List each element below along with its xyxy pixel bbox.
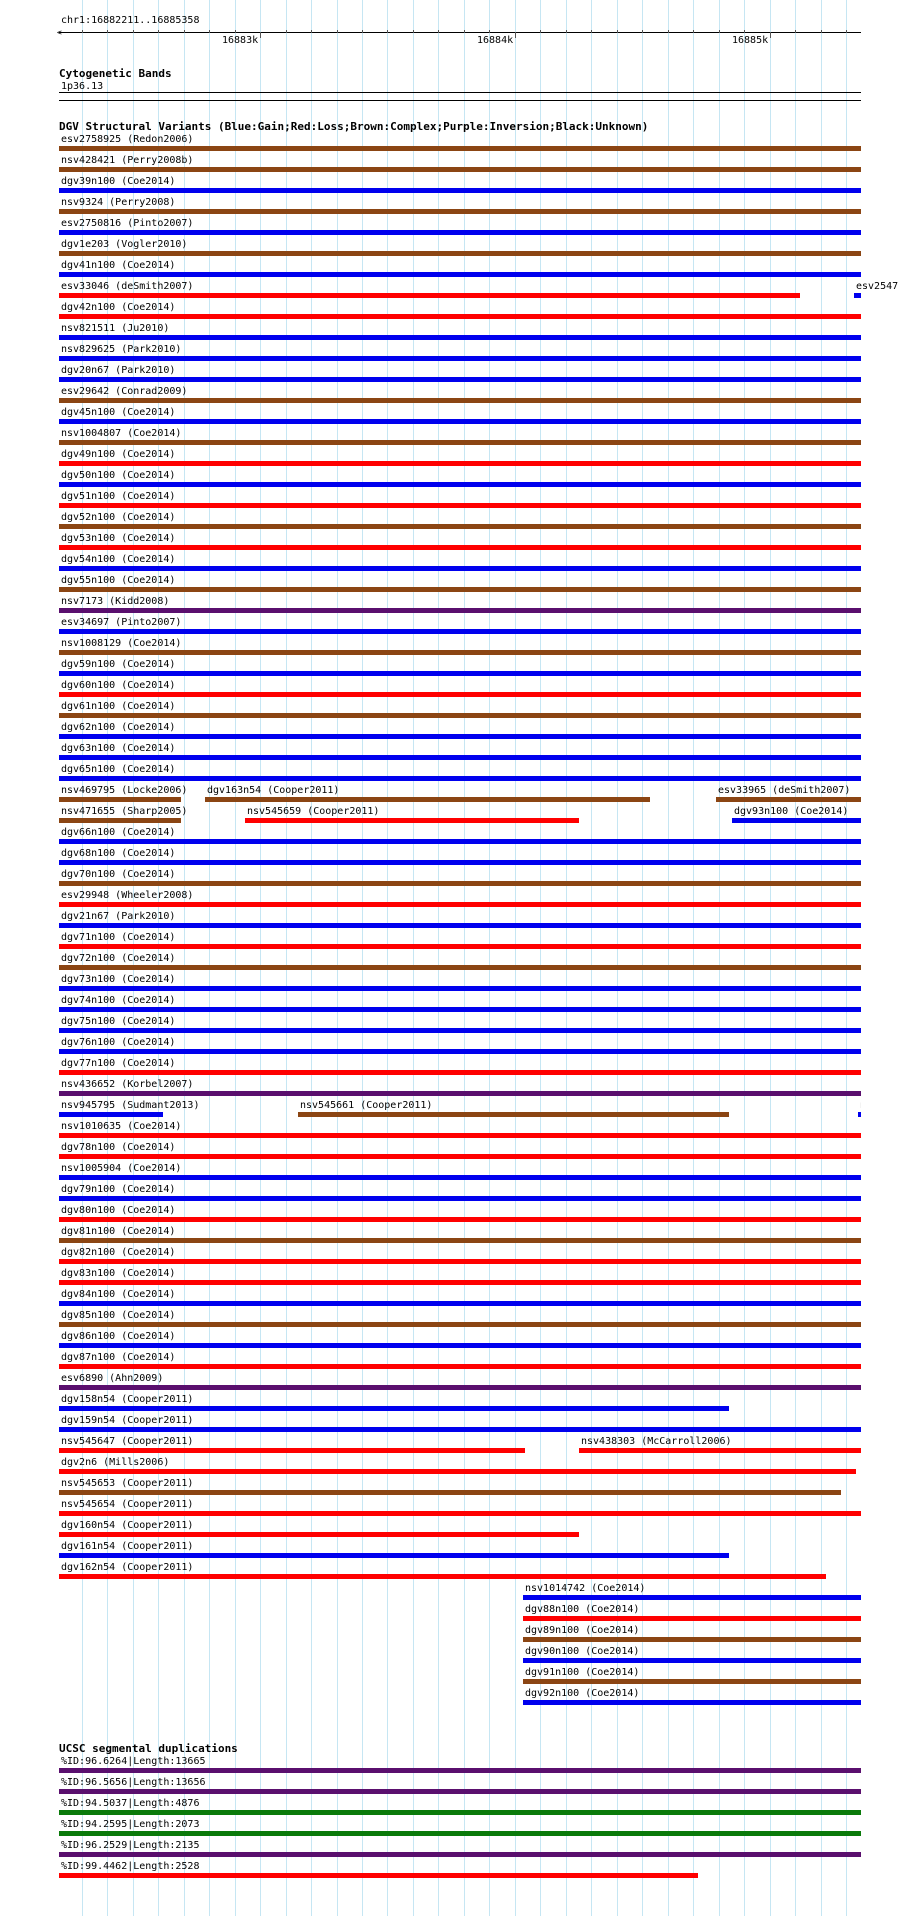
- feature-bar[interactable]: [59, 986, 861, 991]
- feature-label[interactable]: dgv76n100 (Coe2014): [61, 1037, 176, 1048]
- feature-label[interactable]: [860, 1100, 861, 1111]
- ruler-minor-tick: [311, 30, 312, 33]
- feature-label[interactable]: nsv1004807 (Coe2014): [61, 428, 182, 439]
- ruler-minor-tick: [591, 30, 592, 33]
- feature-bar[interactable]: [59, 1028, 861, 1033]
- feature-label[interactable]: dgv71n100 (Coe2014): [61, 932, 176, 943]
- ruler-minor-tick: [566, 30, 567, 33]
- feature-label[interactable]: nsv428421 (Perry2008b): [61, 155, 194, 166]
- track-divider: [59, 100, 861, 101]
- feature-bar[interactable]: [59, 1259, 861, 1264]
- feature-label[interactable]: nsv545647 (Cooper2011): [61, 1436, 194, 1447]
- ruler-minor-tick: [668, 30, 669, 33]
- feature-bar[interactable]: [59, 230, 861, 235]
- feature-bar[interactable]: [854, 293, 861, 298]
- grid-line: [413, 0, 414, 1916]
- ruler-minor-tick: [184, 30, 185, 33]
- feature-label[interactable]: esv33046 (deSmith2007): [61, 281, 194, 292]
- location-label: chr1:16882211..16885358: [61, 15, 200, 26]
- feature-label[interactable]: nsv1005904 (Coe2014): [61, 1163, 182, 1174]
- grid-line: [642, 0, 643, 1916]
- feature-bar[interactable]: [59, 1091, 861, 1096]
- feature-bar[interactable]: [59, 1301, 861, 1306]
- ruler-minor-tick: [413, 30, 414, 33]
- grid-line: [821, 0, 822, 1916]
- feature-label[interactable]: dgv70n100 (Coe2014): [61, 869, 176, 880]
- feature-label[interactable]: dgv89n100 (Coe2014): [525, 1625, 640, 1636]
- feature-bar[interactable]: [59, 1133, 861, 1138]
- feature-label[interactable]: esv2750816 (Pinto2007): [61, 218, 194, 229]
- feature-label[interactable]: nsv829625 (Park2010): [61, 344, 182, 355]
- feature-bar[interactable]: [59, 1768, 861, 1773]
- feature-bar[interactable]: [59, 650, 861, 655]
- feature-label[interactable]: dgv85n100 (Coe2014): [61, 1310, 176, 1321]
- feature-label[interactable]: %ID:96.6264|Length:13665: [61, 1756, 206, 1767]
- feature-label[interactable]: dgv91n100 (Coe2014): [525, 1667, 640, 1678]
- feature-bar[interactable]: [59, 923, 861, 928]
- feature-bar[interactable]: [59, 356, 861, 361]
- ruler-minor-tick: [795, 30, 796, 33]
- feature-label[interactable]: esv2547: [856, 281, 898, 292]
- feature-label[interactable]: dgv73n100 (Coe2014): [61, 974, 176, 985]
- feature-label[interactable]: dgv87n100 (Coe2014): [61, 1352, 176, 1363]
- feature-label[interactable]: esv2758925 (Redon2006): [61, 134, 194, 145]
- ruler-minor-tick: [107, 30, 108, 33]
- feature-label[interactable]: dgv74n100 (Coe2014): [61, 995, 176, 1006]
- feature-label[interactable]: nsv7173 (Kidd2008): [61, 596, 170, 607]
- cytoband-label: 1p36.13: [61, 81, 104, 92]
- feature-label[interactable]: dgv79n100 (Coe2014): [61, 1184, 176, 1195]
- grid-line: [693, 0, 694, 1916]
- feature-label[interactable]: nsv1010635 (Coe2014): [61, 1121, 182, 1132]
- feature-bar[interactable]: [59, 1810, 861, 1815]
- feature-label[interactable]: nsv545654 (Cooper2011): [61, 1499, 194, 1510]
- ruler-minor-tick: [846, 30, 847, 33]
- feature-bar[interactable]: [59, 1196, 861, 1201]
- grid-line: [770, 0, 771, 1916]
- feature-bar[interactable]: [59, 1469, 856, 1474]
- grid-line: [387, 0, 388, 1916]
- feature-bar[interactable]: [59, 524, 861, 529]
- feature-label[interactable]: nsv9324 (Perry2008): [61, 197, 176, 208]
- feature-label[interactable]: dgv159n54 (Cooper2011): [61, 1415, 194, 1426]
- feature-label[interactable]: dgv78n100 (Coe2014): [61, 1142, 176, 1153]
- feature-label[interactable]: dgv41n100 (Coe2014): [61, 260, 176, 271]
- feature-bar[interactable]: [59, 251, 861, 256]
- grid-line: [209, 0, 210, 1916]
- grid-line: [438, 0, 439, 1916]
- feature-bar[interactable]: [716, 797, 861, 802]
- ruler-minor-tick: [464, 30, 465, 33]
- grid-line: [235, 0, 236, 1916]
- feature-label[interactable]: dgv66n100 (Coe2014): [61, 827, 176, 838]
- feature-bar[interactable]: [59, 839, 861, 844]
- feature-label[interactable]: esv29642 (Conrad2009): [61, 386, 188, 397]
- feature-bar[interactable]: [59, 209, 861, 214]
- feature-label[interactable]: nsv545661 (Cooper2011): [300, 1100, 433, 1111]
- feature-label[interactable]: dgv72n100 (Coe2014): [61, 953, 176, 964]
- feature-label[interactable]: dgv160n54 (Cooper2011): [61, 1520, 194, 1531]
- feature-bar[interactable]: [59, 1049, 861, 1054]
- feature-label[interactable]: dgv62n100 (Coe2014): [61, 722, 176, 733]
- feature-bar[interactable]: [59, 1238, 861, 1243]
- feature-bar[interactable]: [59, 671, 861, 676]
- feature-label[interactable]: %ID:94.5037|Length:4876: [61, 1798, 200, 1809]
- feature-label[interactable]: dgv92n100 (Coe2014): [525, 1688, 640, 1699]
- feature-bar[interactable]: [59, 440, 861, 445]
- feature-label[interactable]: dgv93n100 (Coe2014): [734, 806, 849, 817]
- feature-bar[interactable]: [59, 461, 861, 466]
- ruler-minor-tick: [260, 32, 261, 38]
- feature-label[interactable]: nsv821511 (Ju2010): [61, 323, 170, 334]
- feature-bar[interactable]: [523, 1679, 861, 1684]
- feature-label[interactable]: dgv55n100 (Coe2014): [61, 575, 176, 586]
- grid-line: [744, 0, 745, 1916]
- feature-label[interactable]: nsv1008129 (Coe2014): [61, 638, 182, 649]
- feature-label[interactable]: dgv88n100 (Coe2014): [525, 1604, 640, 1615]
- grid-line: [337, 0, 338, 1916]
- feature-bar[interactable]: [59, 1574, 826, 1579]
- grid-line: [260, 0, 261, 1916]
- segdup-track-title: UCSC segmental duplications: [59, 1742, 238, 1755]
- ruler-minor-tick: [362, 30, 363, 33]
- feature-label[interactable]: dgv39n100 (Coe2014): [61, 176, 176, 187]
- feature-label[interactable]: dgv77n100 (Coe2014): [61, 1058, 176, 1069]
- feature-label[interactable]: nsv945795 (Sudmant2013): [61, 1100, 200, 1111]
- feature-bar[interactable]: [59, 1007, 861, 1012]
- feature-label[interactable]: dgv80n100 (Coe2014): [61, 1205, 176, 1216]
- feature-bar[interactable]: [59, 797, 181, 802]
- feature-bar[interactable]: [59, 293, 800, 298]
- feature-bar[interactable]: [59, 1343, 861, 1348]
- feature-bar[interactable]: [523, 1637, 861, 1642]
- feature-bar[interactable]: [59, 335, 861, 340]
- feature-label[interactable]: dgv45n100 (Coe2014): [61, 407, 176, 418]
- ruler-minor-tick: [617, 30, 618, 33]
- feature-label[interactable]: dgv2n6 (Mills2006): [61, 1457, 170, 1468]
- grid-line: [846, 0, 847, 1916]
- feature-label[interactable]: nsv436652 (Korbel2007): [61, 1079, 194, 1090]
- feature-bar[interactable]: [245, 818, 579, 823]
- feature-label[interactable]: %ID:94.2595|Length:2073: [61, 1819, 200, 1830]
- feature-label[interactable]: dgv50n100 (Coe2014): [61, 470, 176, 481]
- ruler-tick-label: 16885k: [732, 35, 769, 46]
- feature-bar[interactable]: [59, 818, 181, 823]
- feature-bar[interactable]: [59, 1852, 861, 1857]
- feature-bar[interactable]: [59, 629, 861, 634]
- ruler-tick-label: 16884k: [477, 35, 514, 46]
- feature-label[interactable]: dgv51n100 (Coe2014): [61, 491, 176, 502]
- feature-label[interactable]: nsv469795 (Locke2006): [61, 785, 188, 796]
- feature-label[interactable]: dgv161n54 (Cooper2011): [61, 1541, 194, 1552]
- feature-bar[interactable]: [59, 1789, 861, 1794]
- feature-bar[interactable]: [59, 1448, 525, 1453]
- ruler-left-arrow: <: [57, 28, 62, 37]
- feature-bar[interactable]: [732, 818, 861, 823]
- feature-bar[interactable]: [59, 1532, 579, 1537]
- feature-label[interactable]: esv34697 (Pinto2007): [61, 617, 182, 628]
- feature-bar[interactable]: [59, 881, 861, 886]
- feature-bar[interactable]: [59, 398, 861, 403]
- feature-bar[interactable]: [59, 1553, 729, 1558]
- feature-bar[interactable]: [59, 545, 861, 550]
- feature-label[interactable]: dgv82n100 (Coe2014): [61, 1247, 176, 1258]
- feature-bar[interactable]: [59, 377, 861, 382]
- feature-label[interactable]: dgv54n100 (Coe2014): [61, 554, 176, 565]
- feature-bar[interactable]: [523, 1595, 861, 1600]
- feature-bar[interactable]: [59, 944, 861, 949]
- feature-label[interactable]: %ID:96.2529|Length:2135: [61, 1840, 200, 1851]
- feature-label[interactable]: %ID:96.5656|Length:13656: [61, 1777, 206, 1788]
- feature-label[interactable]: dgv65n100 (Coe2014): [61, 764, 176, 775]
- feature-label[interactable]: dgv86n100 (Coe2014): [61, 1331, 176, 1342]
- feature-label[interactable]: esv29948 (Wheeler2008): [61, 890, 194, 901]
- feature-label[interactable]: dgv61n100 (Coe2014): [61, 701, 176, 712]
- grid-line: [464, 0, 465, 1916]
- feature-label[interactable]: dgv53n100 (Coe2014): [61, 533, 176, 544]
- feature-label[interactable]: dgv90n100 (Coe2014): [525, 1646, 640, 1657]
- feature-label[interactable]: dgv84n100 (Coe2014): [61, 1289, 176, 1300]
- feature-bar[interactable]: [59, 1154, 861, 1159]
- feature-bar[interactable]: [205, 797, 650, 802]
- grid-line: [795, 0, 796, 1916]
- feature-label[interactable]: dgv163n54 (Cooper2011): [207, 785, 340, 796]
- ruler-minor-tick: [744, 30, 745, 33]
- feature-bar[interactable]: [59, 776, 861, 781]
- feature-bar[interactable]: [858, 1112, 861, 1117]
- feature-label[interactable]: esv6890 (Ahn2009): [61, 1373, 164, 1384]
- feature-label[interactable]: dgv1e203 (Vogler2010): [61, 239, 188, 250]
- feature-bar[interactable]: [59, 860, 861, 865]
- feature-bar[interactable]: [59, 1112, 163, 1117]
- feature-bar[interactable]: [59, 167, 861, 172]
- feature-label[interactable]: nsv1014742 (Coe2014): [525, 1583, 646, 1594]
- feature-label[interactable]: dgv49n100 (Coe2014): [61, 449, 176, 460]
- feature-label[interactable]: dgv20n67 (Park2010): [61, 365, 176, 376]
- ruler-minor-tick: [235, 30, 236, 33]
- feature-bar[interactable]: [59, 1070, 861, 1075]
- feature-bar[interactable]: [59, 314, 861, 319]
- feature-bar[interactable]: [59, 755, 861, 760]
- feature-bar[interactable]: [59, 608, 861, 613]
- feature-label[interactable]: %ID:99.4462|Length:2528: [61, 1861, 200, 1872]
- grid-line: [668, 0, 669, 1916]
- grid-line: [719, 0, 720, 1916]
- feature-bar[interactable]: [59, 1364, 861, 1369]
- feature-bar[interactable]: [523, 1616, 861, 1621]
- feature-bar[interactable]: [59, 587, 861, 592]
- feature-label[interactable]: dgv21n67 (Park2010): [61, 911, 176, 922]
- ruler-minor-tick: [642, 30, 643, 33]
- feature-label[interactable]: dgv83n100 (Coe2014): [61, 1268, 176, 1279]
- feature-label[interactable]: nsv545659 (Cooper2011): [247, 806, 380, 817]
- feature-label[interactable]: dgv60n100 (Coe2014): [61, 680, 176, 691]
- feature-label[interactable]: dgv63n100 (Coe2014): [61, 743, 176, 754]
- ruler-minor-tick: [286, 30, 287, 33]
- grid-line: [362, 0, 363, 1916]
- feature-bar[interactable]: [59, 965, 861, 970]
- feature-bar[interactable]: [59, 734, 861, 739]
- feature-bar[interactable]: [59, 1427, 861, 1432]
- feature-label[interactable]: nsv438303 (McCarroll2006): [581, 1436, 732, 1447]
- feature-bar[interactable]: [59, 1175, 861, 1180]
- feature-bar[interactable]: [298, 1112, 729, 1117]
- feature-bar[interactable]: [59, 1831, 861, 1836]
- ruler-minor-tick: [438, 30, 439, 33]
- ruler-minor-tick: [82, 30, 83, 33]
- grid-line: [515, 0, 516, 1916]
- grid-line: [286, 0, 287, 1916]
- ruler-minor-tick: [158, 30, 159, 33]
- feature-bar[interactable]: [59, 566, 861, 571]
- feature-bar[interactable]: [59, 692, 861, 697]
- feature-bar[interactable]: [59, 1280, 861, 1285]
- feature-bar[interactable]: [59, 1322, 861, 1327]
- cytoband-track-title: Cytogenetic Bands: [59, 67, 172, 80]
- ruler-minor-tick: [489, 30, 490, 33]
- ruler-minor-tick: [719, 30, 720, 33]
- ruler-minor-tick: [337, 30, 338, 33]
- feature-bar[interactable]: [579, 1448, 861, 1453]
- ruler-minor-tick: [515, 32, 516, 38]
- feature-bar[interactable]: [59, 482, 861, 487]
- grid-line: [489, 0, 490, 1916]
- feature-label[interactable]: dgv81n100 (Coe2014): [61, 1226, 176, 1237]
- feature-label[interactable]: nsv545653 (Cooper2011): [61, 1478, 194, 1489]
- feature-label[interactable]: dgv68n100 (Coe2014): [61, 848, 176, 859]
- feature-bar[interactable]: [59, 1385, 861, 1390]
- grid-line: [311, 0, 312, 1916]
- feature-bar[interactable]: [59, 272, 861, 277]
- ruler-minor-tick: [770, 32, 771, 38]
- feature-bar[interactable]: [59, 1217, 861, 1222]
- feature-label[interactable]: esv33965 (deSmith2007): [718, 785, 851, 796]
- feature-label[interactable]: dgv42n100 (Coe2014): [61, 302, 176, 313]
- ruler-axis: [59, 32, 861, 33]
- feature-bar[interactable]: [59, 1873, 698, 1878]
- ruler-tick-label: 16883k: [222, 35, 259, 46]
- feature-label[interactable]: dgv162n54 (Cooper2011): [61, 1562, 194, 1573]
- feature-bar[interactable]: [59, 419, 861, 424]
- ruler-minor-tick: [387, 30, 388, 33]
- feature-bar[interactable]: [59, 1511, 861, 1516]
- feature-label[interactable]: dgv75n100 (Coe2014): [61, 1016, 176, 1027]
- feature-bar[interactable]: [59, 188, 861, 193]
- dgv-track-title: DGV Structural Variants (Blue:Gain;Red:Loss;Brown:Complex;Purple:Inversion;Black:Unknown): [59, 120, 649, 133]
- feature-label[interactable]: dgv158n54 (Cooper2011): [61, 1394, 194, 1405]
- feature-label[interactable]: nsv471655 (Sharp2005): [61, 806, 188, 817]
- feature-bar[interactable]: [59, 713, 861, 718]
- feature-bar[interactable]: [523, 1658, 861, 1663]
- feature-bar[interactable]: [59, 902, 861, 907]
- feature-bar[interactable]: [59, 146, 861, 151]
- cytoband-line: [59, 92, 861, 93]
- ruler-minor-tick: [133, 30, 134, 33]
- feature-bar[interactable]: [59, 1406, 729, 1411]
- ruler-minor-tick: [209, 30, 210, 33]
- ruler-minor-tick: [821, 30, 822, 33]
- feature-label[interactable]: dgv59n100 (Coe2014): [61, 659, 176, 670]
- ruler-minor-tick: [540, 30, 541, 33]
- feature-bar[interactable]: [59, 1490, 841, 1495]
- feature-label[interactable]: dgv52n100 (Coe2014): [61, 512, 176, 523]
- ruler-minor-tick: [693, 30, 694, 33]
- feature-bar[interactable]: [59, 503, 861, 508]
- feature-bar[interactable]: [523, 1700, 861, 1705]
